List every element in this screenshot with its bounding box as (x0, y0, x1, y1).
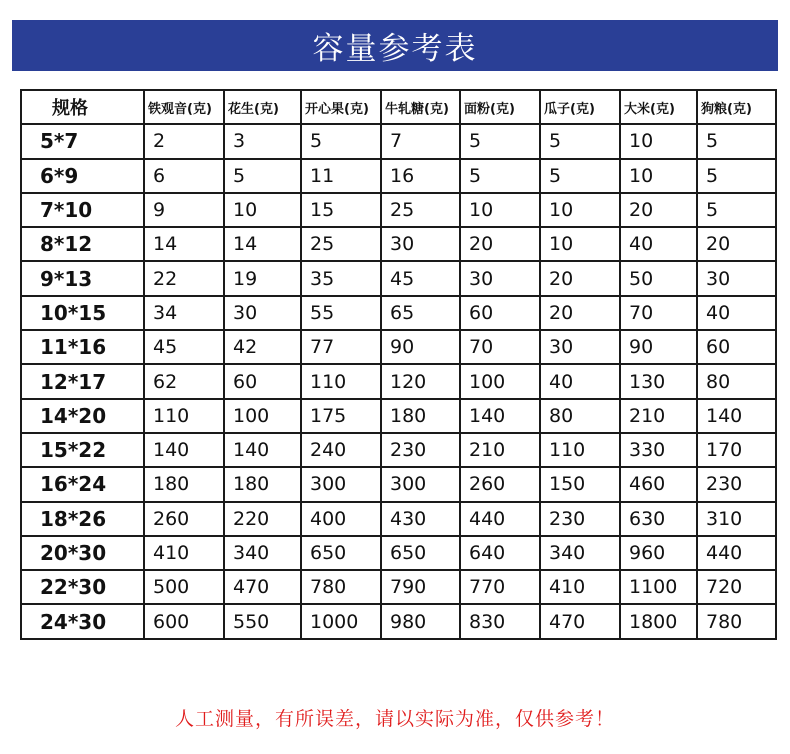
header-cell: 面粉(克) (460, 90, 540, 124)
value-cell: 14 (224, 227, 301, 261)
value-cell: 630 (620, 502, 697, 536)
table-row (21, 536, 776, 570)
value-cell: 210 (620, 399, 697, 433)
value-cell: 410 (144, 536, 224, 570)
value-cell: 22 (144, 261, 224, 295)
value-cell: 10 (620, 124, 697, 158)
table-row (21, 330, 776, 364)
value-cell: 130 (620, 364, 697, 398)
spec-cell: 9*13 (21, 261, 144, 295)
value-cell: 55 (301, 296, 381, 330)
value-cell: 45 (381, 261, 460, 295)
table-row (21, 467, 776, 501)
value-cell: 1000 (301, 604, 381, 638)
value-cell: 11 (301, 159, 381, 193)
value-cell: 340 (540, 536, 620, 570)
title-banner (12, 20, 778, 71)
table-row (21, 502, 776, 536)
value-cell: 110 (540, 433, 620, 467)
value-cell: 140 (697, 399, 776, 433)
value-cell: 100 (224, 399, 301, 433)
header-cell: 花生(克) (224, 90, 301, 124)
header-cell: 牛轧糖(克) (381, 90, 460, 124)
value-cell: 80 (697, 364, 776, 398)
table-row (21, 296, 776, 330)
table-row (21, 364, 776, 398)
value-cell: 30 (540, 330, 620, 364)
value-cell: 5 (540, 159, 620, 193)
table-row (21, 399, 776, 433)
value-cell: 19 (224, 261, 301, 295)
value-cell: 90 (620, 330, 697, 364)
value-cell: 40 (620, 227, 697, 261)
value-cell: 60 (460, 296, 540, 330)
value-cell: 70 (460, 330, 540, 364)
value-cell: 110 (144, 399, 224, 433)
value-cell: 5 (301, 124, 381, 158)
value-cell: 6 (144, 159, 224, 193)
table-row (21, 261, 776, 295)
value-cell: 650 (301, 536, 381, 570)
value-cell: 25 (301, 227, 381, 261)
value-cell: 20 (697, 227, 776, 261)
value-cell: 50 (620, 261, 697, 295)
header-cell: 开心果(克) (301, 90, 381, 124)
spec-cell: 14*20 (21, 399, 144, 433)
value-cell: 70 (620, 296, 697, 330)
value-cell: 2 (144, 124, 224, 158)
value-cell: 20 (540, 261, 620, 295)
value-cell: 65 (381, 296, 460, 330)
table-body (21, 124, 776, 638)
value-cell: 20 (460, 227, 540, 261)
value-cell: 780 (697, 604, 776, 638)
spec-cell: 7*10 (21, 193, 144, 227)
value-cell: 330 (620, 433, 697, 467)
value-cell: 650 (381, 536, 460, 570)
value-cell: 170 (697, 433, 776, 467)
header-cell: 瓜子(克) (540, 90, 620, 124)
value-cell: 140 (460, 399, 540, 433)
value-cell: 120 (381, 364, 460, 398)
value-cell: 25 (381, 193, 460, 227)
value-cell: 310 (697, 502, 776, 536)
value-cell: 40 (540, 364, 620, 398)
value-cell: 830 (460, 604, 540, 638)
value-cell: 140 (144, 433, 224, 467)
table-header (21, 90, 776, 124)
value-cell: 410 (540, 570, 620, 604)
header-cell: 大米(克) (620, 90, 697, 124)
value-cell: 5 (460, 159, 540, 193)
value-cell: 260 (460, 467, 540, 501)
value-cell: 10 (540, 193, 620, 227)
value-cell: 180 (224, 467, 301, 501)
value-cell: 20 (540, 296, 620, 330)
value-cell: 60 (224, 364, 301, 398)
spec-cell: 10*15 (21, 296, 144, 330)
value-cell: 80 (540, 399, 620, 433)
value-cell: 770 (460, 570, 540, 604)
header-row (21, 90, 776, 124)
value-cell: 30 (381, 227, 460, 261)
value-cell: 230 (381, 433, 460, 467)
value-cell: 5 (540, 124, 620, 158)
header-cell: 铁观音(克) (144, 90, 224, 124)
value-cell: 5 (460, 124, 540, 158)
value-cell: 300 (381, 467, 460, 501)
disclaimer-note: 人工测量，有所误差，请以实际为准，仅供参考！ (174, 708, 615, 730)
table-row (21, 433, 776, 467)
table-row (21, 159, 776, 193)
value-cell: 77 (301, 330, 381, 364)
spec-cell: 12*17 (21, 364, 144, 398)
header-spec: 规格 (21, 90, 144, 124)
value-cell: 550 (224, 604, 301, 638)
value-cell: 500 (144, 570, 224, 604)
capacity-table (20, 89, 777, 640)
value-cell: 1100 (620, 570, 697, 604)
table-row (21, 124, 776, 158)
value-cell: 3 (224, 124, 301, 158)
value-cell: 210 (460, 433, 540, 467)
value-cell: 790 (381, 570, 460, 604)
spec-cell: 11*16 (21, 330, 144, 364)
value-cell: 20 (620, 193, 697, 227)
value-cell: 180 (144, 467, 224, 501)
value-cell: 960 (620, 536, 697, 570)
value-cell: 90 (381, 330, 460, 364)
value-cell: 30 (460, 261, 540, 295)
value-cell: 640 (460, 536, 540, 570)
value-cell: 40 (697, 296, 776, 330)
spec-cell: 18*26 (21, 502, 144, 536)
value-cell: 175 (301, 399, 381, 433)
value-cell: 100 (460, 364, 540, 398)
table-row (21, 227, 776, 261)
value-cell: 470 (224, 570, 301, 604)
value-cell: 180 (381, 399, 460, 433)
value-cell: 600 (144, 604, 224, 638)
value-cell: 10 (540, 227, 620, 261)
table-row (21, 570, 776, 604)
value-cell: 300 (301, 467, 381, 501)
spec-cell: 16*24 (21, 467, 144, 501)
spec-cell: 6*9 (21, 159, 144, 193)
value-cell: 400 (301, 502, 381, 536)
spec-cell: 5*7 (21, 124, 144, 158)
value-cell: 720 (697, 570, 776, 604)
value-cell: 1800 (620, 604, 697, 638)
value-cell: 460 (620, 467, 697, 501)
value-cell: 10 (620, 159, 697, 193)
value-cell: 30 (224, 296, 301, 330)
value-cell: 7 (381, 124, 460, 158)
value-cell: 45 (144, 330, 224, 364)
value-cell: 230 (697, 467, 776, 501)
value-cell: 980 (381, 604, 460, 638)
value-cell: 62 (144, 364, 224, 398)
value-cell: 340 (224, 536, 301, 570)
value-cell: 5 (697, 193, 776, 227)
table-row (21, 604, 776, 638)
value-cell: 260 (144, 502, 224, 536)
value-cell: 440 (697, 536, 776, 570)
value-cell: 5 (697, 159, 776, 193)
value-cell: 5 (224, 159, 301, 193)
value-cell: 15 (301, 193, 381, 227)
value-cell: 14 (144, 227, 224, 261)
value-cell: 240 (301, 433, 381, 467)
value-cell: 16 (381, 159, 460, 193)
value-cell: 35 (301, 261, 381, 295)
value-cell: 10 (460, 193, 540, 227)
header-cell: 狗粮(克) (697, 90, 776, 124)
value-cell: 430 (381, 502, 460, 536)
spec-cell: 20*30 (21, 536, 144, 570)
value-cell: 34 (144, 296, 224, 330)
page-title: 容量参考表 (312, 31, 478, 67)
value-cell: 10 (224, 193, 301, 227)
value-cell: 150 (540, 467, 620, 501)
value-cell: 60 (697, 330, 776, 364)
value-cell: 5 (697, 124, 776, 158)
value-cell: 42 (224, 330, 301, 364)
spec-cell: 15*22 (21, 433, 144, 467)
value-cell: 470 (540, 604, 620, 638)
value-cell: 220 (224, 502, 301, 536)
value-cell: 780 (301, 570, 381, 604)
value-cell: 9 (144, 193, 224, 227)
value-cell: 230 (540, 502, 620, 536)
spec-cell: 8*12 (21, 227, 144, 261)
spec-cell: 24*30 (21, 604, 144, 638)
table-row (21, 193, 776, 227)
value-cell: 140 (224, 433, 301, 467)
value-cell: 440 (460, 502, 540, 536)
spec-cell: 22*30 (21, 570, 144, 604)
value-cell: 110 (301, 364, 381, 398)
value-cell: 30 (697, 261, 776, 295)
